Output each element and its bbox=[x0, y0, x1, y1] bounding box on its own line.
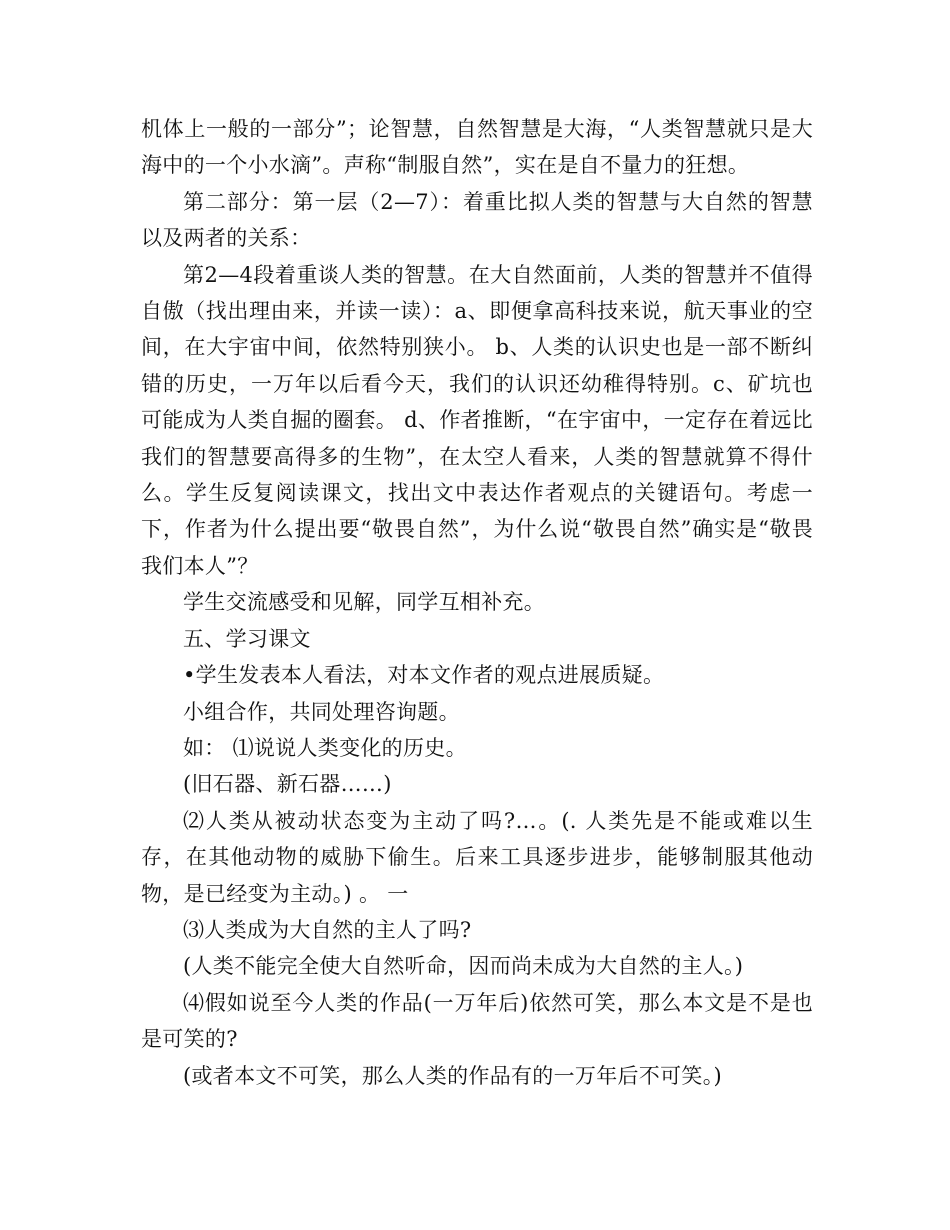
question-2: ⑵人类从被动状态变为主动了吗?…。(. 人类先是不能或难以生存，在其他动物的威胁下偷生。后来工具逐步进步，能够制服其他动物，是已经变为主动。) 。 一 bbox=[141, 808, 813, 906]
paragraph-4: 学生交流感受和见解，同学互相补充。 bbox=[183, 590, 546, 615]
question-3: ⑶人类成为大自然的主人了吗? bbox=[183, 917, 472, 942]
paragraph-6: •学生发表本人看法，对本文作者的观点进展质疑。 bbox=[183, 663, 665, 688]
paragraph-2: 第二部分：第一层（2—7）：着重比拟人类的智慧与大自然的智慧以及两者的关系： bbox=[141, 189, 813, 251]
section-heading: 五、学习课文 bbox=[183, 626, 311, 651]
paragraph-3: 第2—4段着重谈人类的智慧。在大自然面前，人类的智慧并不值得自傲（找出理由来，并读一读）：a、即便拿高科技来说，航天事业的空间，在大宇宙中间，依然特别狭小。 b、人类的认识史也是一部不断纠错的历史，一万年以后看今天，我们的认识还幼稚得特别。c、矿坑也可能成为人类自掘的圈套。 d、作者推断，“在宇宙中，一定存在着远比我们的智慧要高得多的生物”，在太空人看来，人类的智慧就算不得什么。学生反复阅读课文，找出文中表达作者观点的关键语句。考虑一下，作者为什么提出要“敬畏自然”，为什么说“敬畏自然”确实是“敬畏我们本人”？ bbox=[141, 262, 813, 578]
question-1: 如： ⑴说说人类变化的历史。 bbox=[183, 735, 467, 760]
paragraph-1: 机体上一般的一部分”；论智慧，自然智慧是大海，“人类智慧就只是大海中的一个小水滴”。声称“制服自然”，实在是自不量力的狂想。 bbox=[141, 117, 813, 178]
answer-4: (或者本文不可笑，那么人类的作品有的一万年后不可笑。) bbox=[183, 1063, 722, 1088]
document-body bbox=[141, 111, 813, 1094]
answer-1: (旧石器、新石器……) bbox=[183, 772, 392, 797]
paragraph-7: 小组合作，共同处理咨询题。 bbox=[183, 699, 460, 724]
answer-3: (人类不能完全使大自然听命，因而尚未成为大自然的主人。) bbox=[183, 954, 744, 979]
question-4: ⑷假如说至今人类的作品(一万年后)依然可笑，那么本文是不是也是可笑的? bbox=[141, 990, 813, 1052]
